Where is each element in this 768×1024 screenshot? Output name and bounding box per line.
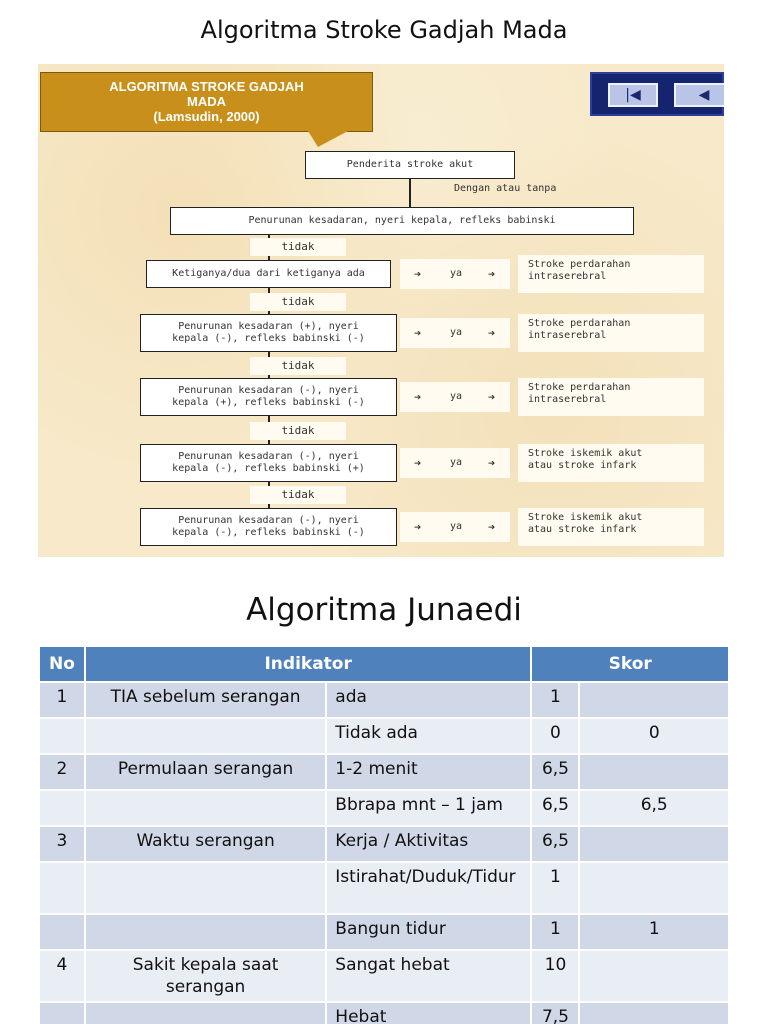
flow-symptoms-box: Penurunan kesadaran, nyeri kepala, refleks babinski bbox=[170, 207, 634, 235]
flow-result-box: Stroke perdarahan intraserebral bbox=[518, 255, 704, 293]
cell-option: Bangun tidur bbox=[326, 914, 531, 950]
cell-no bbox=[39, 862, 85, 914]
algorithm-flowchart-image bbox=[38, 64, 724, 557]
arrow-right-icon: ➔ bbox=[488, 456, 496, 470]
cell-value: 1 bbox=[531, 862, 579, 914]
previous-slide-button[interactable]: ◀ bbox=[674, 83, 724, 107]
flow-ya-row bbox=[400, 512, 510, 542]
cell-total: 0 bbox=[579, 718, 729, 754]
header-no: No bbox=[39, 646, 85, 682]
cell-option: Bbrapa mnt – 1 jam bbox=[326, 790, 531, 826]
table-row bbox=[39, 754, 729, 790]
flow-tidak-label: tidak bbox=[250, 238, 346, 256]
cell-total bbox=[579, 826, 729, 862]
flow-result-box: Stroke perdarahan intraserebral bbox=[518, 314, 704, 352]
flow-note: Dengan atau tanpa bbox=[454, 183, 557, 194]
cell-option: 1-2 menit bbox=[326, 754, 531, 790]
arrow-right-icon: ➔ bbox=[488, 390, 496, 404]
table-row bbox=[39, 1002, 729, 1024]
flow-tidak-label: tidak bbox=[250, 357, 346, 375]
cell-value: 6,5 bbox=[531, 826, 579, 862]
table-row bbox=[39, 914, 729, 950]
cell-option: Tidak ada bbox=[326, 718, 531, 754]
cell-no: 2 bbox=[39, 754, 85, 790]
cell-total bbox=[579, 862, 729, 914]
cell-total: 6,5 bbox=[579, 790, 729, 826]
flow-condition-box: Ketiganya/dua dari ketiganya ada bbox=[146, 260, 391, 288]
cell-value: 0 bbox=[531, 718, 579, 754]
cell-no: 3 bbox=[39, 826, 85, 862]
table-row bbox=[39, 950, 729, 1002]
flow-ya-label: ya bbox=[450, 457, 463, 468]
cell-no bbox=[39, 914, 85, 950]
cell-indikator bbox=[85, 718, 326, 754]
callout-pointer bbox=[308, 131, 348, 147]
arrow-right-icon: ➔ bbox=[488, 267, 496, 281]
flow-ya-label: ya bbox=[450, 521, 463, 532]
cell-indikator: Permulaan serangan bbox=[85, 754, 326, 790]
cell-option: Sangat hebat bbox=[326, 950, 531, 1002]
flow-ya-row bbox=[400, 382, 510, 412]
first-slide-button[interactable]: |◀ bbox=[608, 83, 658, 107]
flow-ya-label: ya bbox=[450, 268, 463, 279]
cell-total bbox=[579, 950, 729, 1002]
arrow-right-icon: ➔ bbox=[488, 520, 496, 534]
flow-ya-row bbox=[400, 318, 510, 348]
flow-condition-box: Penurunan kesadaran (-), nyeri kepala (-), refleks babinski (-) bbox=[140, 508, 397, 546]
junaedi-score-table bbox=[38, 645, 730, 1024]
arrow-right-icon: ➔ bbox=[414, 390, 422, 404]
cell-indikator bbox=[85, 914, 326, 950]
cell-indikator: TIA sebelum serangan bbox=[85, 682, 326, 718]
cell-no bbox=[39, 718, 85, 754]
arrow-right-icon: ➔ bbox=[414, 326, 422, 340]
cell-value: 7,5 bbox=[531, 1002, 579, 1024]
cell-value: 6,5 bbox=[531, 754, 579, 790]
cell-indikator: Waktu serangan bbox=[85, 826, 326, 862]
cell-no: 1 bbox=[39, 682, 85, 718]
cell-indikator bbox=[85, 1002, 326, 1024]
callout-box: ALGORITMA STROKE GADJAH MADA (Lamsudin, 2000) bbox=[40, 72, 373, 132]
cell-no: 4 bbox=[39, 950, 85, 1002]
flow-ya-label: ya bbox=[450, 327, 463, 338]
flow-start-box: Penderita stroke akut bbox=[305, 151, 515, 179]
arrow-right-icon: ➔ bbox=[414, 267, 422, 281]
table-row bbox=[39, 718, 729, 754]
flow-ya-label: ya bbox=[450, 391, 463, 402]
cell-total bbox=[579, 1002, 729, 1024]
cell-value: 10 bbox=[531, 950, 579, 1002]
cell-value: 1 bbox=[531, 682, 579, 718]
cell-total: 1 bbox=[579, 914, 729, 950]
arrow-right-icon: ➔ bbox=[414, 520, 422, 534]
cell-total bbox=[579, 754, 729, 790]
cell-option: Istirahat/Duduk/Tidur bbox=[326, 862, 531, 914]
flow-ya-row bbox=[400, 259, 510, 289]
slide-title-bottom: Algoritma Junaedi bbox=[246, 592, 522, 628]
arrow-right-icon: ➔ bbox=[414, 456, 422, 470]
cell-indikator bbox=[85, 790, 326, 826]
table-header-row bbox=[39, 646, 729, 682]
navigation-bar bbox=[590, 72, 724, 116]
cell-no bbox=[39, 790, 85, 826]
arrow-right-icon: ➔ bbox=[488, 326, 496, 340]
flow-result-box: Stroke iskemik akut atau stroke infark bbox=[518, 444, 704, 482]
cell-indikator: Sakit kepala saat serangan bbox=[85, 950, 326, 1002]
flow-condition-box: Penurunan kesadaran (+), nyeri kepala (-), refleks babinski (-) bbox=[140, 314, 397, 352]
flow-tidak-label: tidak bbox=[250, 486, 346, 504]
table-row bbox=[39, 682, 729, 718]
flow-ya-row bbox=[400, 448, 510, 478]
cell-value: 1 bbox=[531, 914, 579, 950]
cell-indikator bbox=[85, 862, 326, 914]
table-row bbox=[39, 826, 729, 862]
flow-result-box: Stroke iskemik akut atau stroke infark bbox=[518, 508, 704, 546]
flow-tidak-label: tidak bbox=[250, 293, 346, 311]
flow-condition-box: Penurunan kesadaran (-), nyeri kepala (+), refleks babinski (-) bbox=[140, 378, 397, 416]
flow-result-box: Stroke perdarahan intraserebral bbox=[518, 378, 704, 416]
table-row bbox=[39, 790, 729, 826]
cell-option: Kerja / Aktivitas bbox=[326, 826, 531, 862]
cell-value: 6,5 bbox=[531, 790, 579, 826]
flow-condition-box: Penurunan kesadaran (-), nyeri kepala (-), refleks babinski (+) bbox=[140, 444, 397, 482]
cell-option: Hebat bbox=[326, 1002, 531, 1024]
header-indikator: Indikator bbox=[85, 646, 532, 682]
flow-tidak-label: tidak bbox=[250, 422, 346, 440]
cell-total bbox=[579, 682, 729, 718]
cell-option: ada bbox=[326, 682, 531, 718]
slide-title-top: Algoritma Stroke Gadjah Mada bbox=[200, 16, 568, 44]
table-row bbox=[39, 862, 729, 914]
cell-no bbox=[39, 1002, 85, 1024]
header-skor: Skor bbox=[531, 646, 729, 682]
